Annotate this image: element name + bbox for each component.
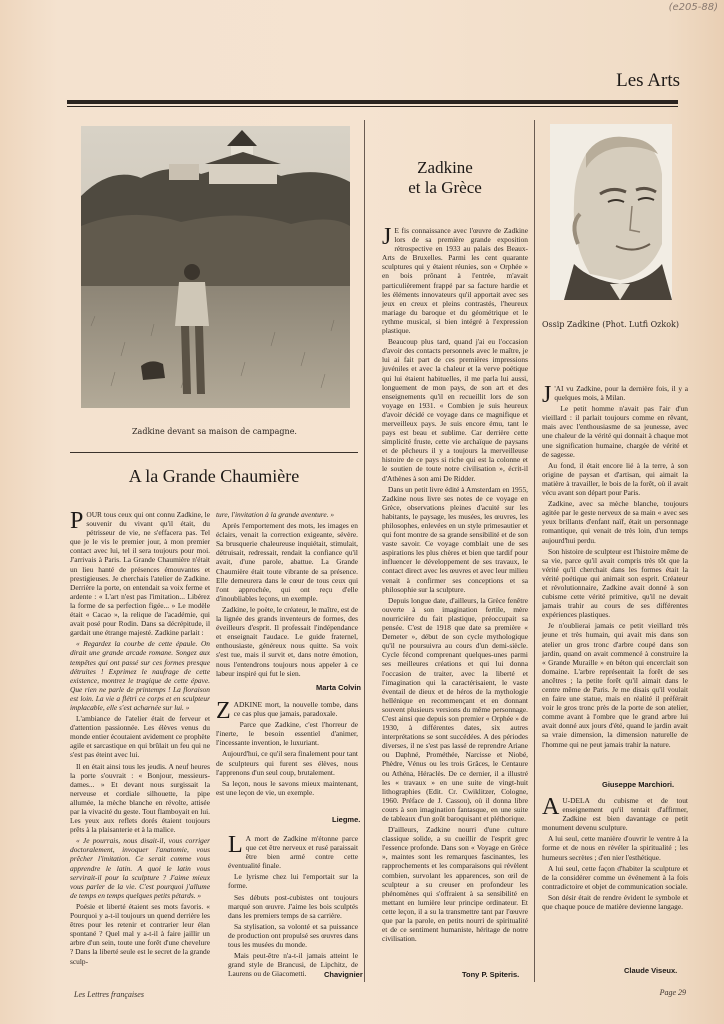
dropcap-a: A xyxy=(542,794,560,820)
headline-line-1: Zadkine xyxy=(417,158,473,177)
article-viseux xyxy=(542,796,688,962)
col2-paragraph-7: Sa leçon, nous le savons mieux maintenant, est une leçon de vie, un exemple. xyxy=(216,778,358,797)
col2-paragraph-4: ADKINE mort, la nouvelle tombe, dans ce cas plus que jamais, paradoxale. xyxy=(233,700,358,719)
article-liegme xyxy=(216,700,358,812)
signature-chavignier: Chavignier xyxy=(324,970,363,979)
footer-page-number: Page 29 xyxy=(659,988,686,997)
col4-paragraph-10: Son désir était de rendre évident le symbole et que chaque pouce de matière devienne langage. xyxy=(542,892,688,912)
col4-paragraph-6: Je n'oublierai jamais ce petit vieillard très jeune et très humain, qui avait mis dans son atelier un gros tronc d'arbre coupé dans son jardin, quand on avait commencé à construire la « Grande Muraille » en béton qui encerclait son domaine. L'arbre représentait la forêt de ses ancêtres ; la petite forêt qu'il aimait dans le centre même de Paris. Je me disais qu'il voulait en faire une statue, mais en réalité il préférait voir le gros tronc près de la porte de son atelier, comme avant à l'ombre que le grand arbre lui avait donné aux jours d'été, quand le jardin avait sa vraie dimension, la dimension naturelle de l'homme qui ne peut jamais trahir la nature. xyxy=(542,621,688,749)
col3-paragraph-4: Depuis longue date, d'ailleurs, la Grèce fenêtre ouverte à son imagination fertile, mère nourricière du fait plastique, préoccupait sa pensée. C'est de 1918 que date sa première « Demeter », début de son cycle mythologique qu'il ne poursuivra au cours d'un demi-siècle. Cycle fécond comprenant quelques-unes parmi ses meilleures créations et qui lui donna l'occasion de traiter, avec la liberté et l'imagination qui la caractérisaient, le vaste éventail de dieux et de héros de la mythologie hellénique en recommençant et en donnant souvent plusieurs versions du même personnage. C'est ainsi que depuis son premier « Orphée » de 1930, à différentes dates, six autres interprétations se sont succédées. A des périodes diverses, il ne s'est pas lassé de reprendre Ariane ou Daphné, Prométhée, Narcisse et Niobé, Phèdre, Vénus ou les trois Grâces, le Centaure ou Athéna, Héraclès. De ce dernier, il a illustré les « travaux » en une suite de vingt-huit lithographies (Edit. Cr. Cwiklitzer, Cologne, 1960. Préface de J. Cassou), où il donna libre cours à son imagination fantasque, en une suite de tableaux d'un goût baroquisant et pléthorique. xyxy=(382,595,528,823)
archive-mark: (e205-88) xyxy=(668,2,718,13)
col1-paragraph-1: OUR tous ceux qui ont connu Zadkine, le souvenir du vivant qu'il était, du pétrisseur de vie, ne s'effacera pas. Tel que je le vis le premier jour, à mon premier contact avec lui, tel il sera toujours pour moi. J'arrivais à Paris. La Grande Chaumière n'était un lieu hanté de présences émouvantes et prestigieuses. Je cherchais l'atelier de Zadkine. Derrière la porte, on entendait sa voix ferme et ardente : « L'art n'est pas l'imitation... Libérez la forme de sa perfection figée... » Le modèle était « Cacao », la relique de l'académie, qui avait posé pour Rodin. Dans sa décrépitude, il gardait une étrange majesté. Zadkine parlait : xyxy=(70,510,210,638)
dropcap-l: L xyxy=(228,832,243,858)
section-title: Les Arts xyxy=(616,70,680,91)
col4-paragraph-8: A lui seul, cette manière d'ouvrir le ventre à la forme et de nous en révéler la spiritualité ; les humeurs secrètes ; d'en nier l'esthétique. xyxy=(542,834,688,862)
photo-left-caption: Zadkine devant sa maison de campagne. xyxy=(132,427,297,436)
photo-zadkine-portrait-image xyxy=(550,124,672,300)
col1-paragraph-3: L'ambiance de l'atelier était de ferveur et d'attention passionnée. Les élèves venus du monde entier écoutaient avidement ce prophète agile et sarcastique en qui brûlait un feu qui ne s'est pas éteint avec lui. xyxy=(70,714,210,760)
dropcap-z: Z xyxy=(216,698,231,724)
column-separator-left xyxy=(364,120,365,982)
col4-paragraph-1: 'AI vu Zadkine, pour la dernière fois, il y a quelques mois, à Milan. xyxy=(554,384,688,403)
photo-zadkine-portrait xyxy=(550,124,672,300)
col1-paragraph-6: Poésie et liberté étaient ses mots favoris. « Pourquoi y a-t-il toujours un quend derrière les êtres pour les retenir et contrarier leur élan spontané ? Quel mal y a-t-il à faire jaillir un arbre d'un sein, toute une forêt d'une chevelure ? Dans la liberté seule est le secret de la grande sculp- xyxy=(70,901,210,966)
signature-tony-spiteris: Tony P. Spiteris. xyxy=(462,970,520,979)
dropcap-p: P xyxy=(70,508,84,534)
dropcap-j: J xyxy=(382,224,392,250)
col4-paragraph-9: A lui seul, cette façon d'habiter la sculpture et de la considérer comme un événement à la fois contradictoire et objet de communication sociale. xyxy=(542,863,688,891)
article-grece xyxy=(382,226,528,966)
signature-liegme: Liegme. xyxy=(332,815,361,824)
col2-paragraph-3: Zadkine, le poète, le créateur, le maître, est de la lignée des grands inventeurs de formes, des éveilleurs d'esprit. Il professait l'indépendance et enseignait l'audace. Le guide fraternel, enthousiaste, généreux nous quitte. Sa voix s'est tue, mais il survit et, dans notre émotion, nous l'entendrons toujours nous appeler à ce labeur inspiré qui fut le sien. xyxy=(216,604,358,678)
col4-paragraph-4: Zadkine, avec sa mèche blanche, toujours agitée par le geste nerveux de sa main « avec ses yeux brillants d'enfant naïf, était un personnage romantique, qui venait de très loin, d'un temps aujourd'hui perdu. xyxy=(542,499,688,545)
col2-paragraph-10: Ses débuts post-cubistes ont toujours marqué son œuvre. J'aime les bois sculptés dans les premiers temps de sa carrière. xyxy=(228,892,358,920)
footer-publication: Les Lettres françaises xyxy=(74,990,144,999)
photo-zadkine-house xyxy=(81,126,350,408)
col2-paragraph-6: Aujourd'hui, ce qu'il sera finalement pour tant de sculpteurs qui furent ses élèves, nous l'apprenons d'un seul coup, brutalement. xyxy=(216,749,358,777)
col2-paragraph-1: ture, l'invitation à la grande aventure. » xyxy=(216,510,335,519)
headline-line-2: et la Grèce xyxy=(408,177,482,197)
col4-paragraph-3: Au fond, il était encore lié à la terre, à son origine de paysan et d'artisan, qui aimait la matière à travailler, le bois de la forêt, où il avait vécu avant son départ pour Paris. xyxy=(542,460,688,498)
col2-paragraph-5: Parce que Zadkine, c'est l'horreur de l'inerte, le besoin essentiel d'animer, l'incessante invention, le luxuriant. xyxy=(216,720,358,748)
dropcap-j2: J xyxy=(542,382,552,408)
col1-paragraph-4: Il en était ainsi tous les jeudis. A neuf heures la porte s'ouvrait : « Bonjour, messieurs-dames... » Et devant nous surgissait la nerveuse et cordiale silhouette, la pipe allumée, la mèche blanche en révolte, attisée par la vivacité du geste. Tout flamboyait en lui. Les yeux aux reflets dorés étaient toujours prêts à la plaisanterie et à la malice. xyxy=(70,761,210,835)
col2-paragraph-2: Après l'emportement des mots, les images en éclairs, venait la correction exigeante, sévère. Sa brusquerie chaleureuse inquiétait, stimulait, détruisait, redressait, rendait la confiance qu'il avait, d'une parole, abattue. La Grande Chaumière était toute vibrante de sa présence. Elle demeurera dans le cœur de tous ceux qui l'ont approchée, qui ont reçu d'elle d'inoubliables leçons, un exemple. xyxy=(216,521,358,603)
signature-claude-viseux: Claude Viseux. xyxy=(624,966,678,975)
photo-right-caption: Ossip Zadkine (Phot. Lutfi Ozkok) xyxy=(542,320,680,329)
col3-paragraph-3: Dans un petit livre édité à Amsterdam en 1955, Zadkine nous livre ses notes de ce voyage en Grèce, observations pleines d'acuité sur les habitants, le paysage, les musées, les œuvres, les philosophes, enlevées en un style primesautier et qui font montre de sa grande sensibilité et de son vaste savoir. Ce voyage comblait une de ses aspirations les plus chères et bien que tardif pour influencer le développement de ses travaux, le contact direct avec les œuvres et avec leur milieu venait à confirmer ses conceptions et sa philosophie sur la sculpture. xyxy=(382,484,528,594)
col4-paragraph-7: U-DELA du cubisme et de tout enseignement qu'il tentait d'affirmer, Zadkine est bien davantage ce petit monument devenu sculpture. xyxy=(542,796,688,833)
col2-paragraph-8: A mort de Zadkine m'étonne parce que cet être nerveux et rusé paraissait être bien armé contre cette éventualité finale. xyxy=(228,834,358,871)
column-separator-right xyxy=(534,120,535,982)
col3-paragraph-1: E fis connaissance avec l'œuvre de Zadkine lors de sa première grande exposition rétrospective en 1933 au palais des Beaux-Arts de Bruxelles. Parmi les cent quarante sculptures qui y étaient réunies, son « Orphée » en bois prônant à l'entrée, m'avait particulièrement frappé par sa facture hardie et les éléments innovateurs qu'il apportait avec ses jeux en creux et pleins contrastés, l'heureux mariage du baroque et du géométrique et le rythme musical, si bien intégré à l'expression plastique. xyxy=(382,226,528,336)
photo-zadkine-house-image xyxy=(81,126,350,408)
col2-paragraph-12: Mais peut-être n'a-t-il jamais atteint le grand style de Brancusi, de Lipchitz, de Laurens ou de Giacometti. xyxy=(228,951,358,979)
left-section-rule xyxy=(70,452,358,453)
col2-paragraph-9: Le lyrisme chez lui l'emportait sur la forme. xyxy=(228,872,358,891)
col4-paragraph-5: Son histoire de sculpteur est l'histoire même de sa vie, parce qu'il avait compris très tôt que la vérité qu'il cherchait dans les formes était la vérité poétique qui animait son esprit. Créateur et révolutionnaire, Zadkine avait donné à son cubisme cette vérité primitive, qu'il ne devait jamais trahir au cours de ses différentes expériences plastiques. xyxy=(542,546,688,620)
article-chaumiere-col1 xyxy=(70,510,210,980)
article-chaumiere-col2-top xyxy=(216,510,358,678)
col2-paragraph-11: Sa stylisation, sa volonté et sa puissance de production ont propulsé ses œuvres dans tous les musées du monde. xyxy=(228,921,358,950)
signature-giuseppe-marchiori: Giuseppe Marchiori. xyxy=(602,780,675,789)
header-rule-thick xyxy=(67,100,678,104)
col1-paragraph-2: « Regardez la courbe de cette épaule. On dirait une grande arcade romane. Songez aux tempêtes qui ont passé sur ces formes presque détruites ! Exprimez le naufrage de cette existence, montrez le tragique de cette épave. Que rien ne parle de printemps ! La floraison est loin. La vie a flétri ce corps et en sculpteur implacable, elle s'est acharnée sur lui. » xyxy=(70,639,210,712)
headline-zadkine-grece xyxy=(380,158,510,197)
signature-marta-colvin: Marta Colvin xyxy=(316,683,362,692)
article-marchiori xyxy=(542,384,688,772)
header-rule-thin xyxy=(67,106,678,107)
col1-paragraph-5: « Je pourrais, nous disait-il, vous corriger doctoralement, invoquer l'anatomie, vous prêcher l'imitation. Ce serait comme vous apprendre le latin. A quoi le latin vous servirait-il pour la sculpture ? J'aime mieux vous parler de la vie. C'est pourquoi j'allume de temps en temps quelques petits pétards. » xyxy=(70,836,210,900)
col3-paragraph-5: D'ailleurs, Zadkine nourri d'une culture classique solide, a su cueillir de l'esprit grec l'essence profonde. Dans son « Voyage en Grèce », maintes sont les remarques fascinantes, les rapprochements et les comparaisons qui révèlent combien, survolant les apparences, son œil de sculpteur a su creuser en profondeur les phénomènes qui s'offraient à sa sensibilité en mettant en lumière leur principe ordinateur. Et cette leçon, il a su la transmettre tant par l'œuvre que par la parole, en petits nourri de spiritualité et de ce sentiment humaniste, héritage de notre civilisation. xyxy=(382,825,528,944)
headline-grande-chaumiere: A la Grande Chaumière xyxy=(128,466,300,486)
col3-paragraph-2: Beaucoup plus tard, quand j'ai eu l'occasion d'avoir des contacts personnels avec le maître, je lui ai fait part de ces premières impressions juvéniles et avec la chaleur et la verve poétique qui lui étaient habituelles, il me parla lui aussi, longuement de mon pays, de son art et des enseignements qu'il en recueillit lors de son voyage en 1931. « Combien je suis heureux d'avoir décidé ce voyage dans ce magnifique et merveilleux pays. Je suis encore ému, tant le pays est beau et sublime. Car derrière cette simplicité fruste, cette vie archaïque de paysans et de pêcheurs il y a toujours la merveilleuse histoire de ce pays si riche qui est la colonne et le soutien de toute notre civilisation », écrit-il d'Athènes à son ami De Ridder. xyxy=(382,337,528,483)
col4-paragraph-2: Le petit homme n'avait pas l'air d'un vieillard : il parlait toujours comme en rêvant, mais avec l'enthousiasme de sa jeunesse, avec une chaleur de la vérité qui donnait à chaque mot une signification humaine, chargée de vérité et de sagesse. xyxy=(542,404,688,459)
